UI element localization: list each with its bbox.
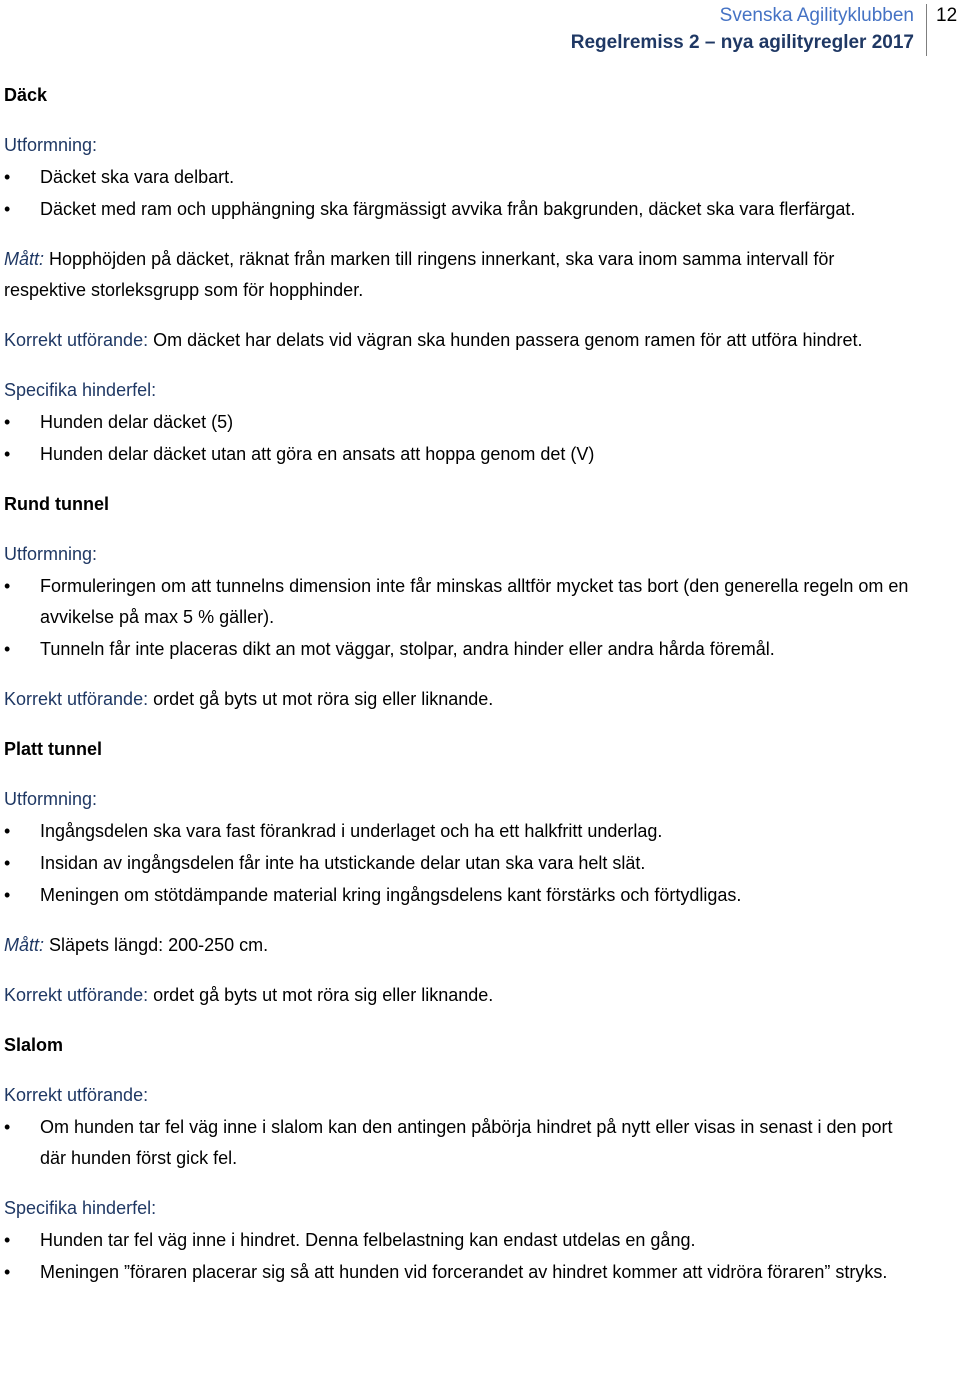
section-heading-slalom: Slalom <box>4 1035 64 1055</box>
korrekt-text: Om däcket har delats vid vägran ska hunden passera genom ramen för att utföra hindret. <box>148 330 863 350</box>
list-item: • Meningen om stötdämpande material kring ingångsdelens kant förstärks och förtydligas. <box>4 880 919 911</box>
header-document-title: Regelremiss 2 – nya agilityregler 2017 <box>570 32 914 53</box>
page-header <box>0 0 960 60</box>
platt-korrekt-paragraph <box>4 980 919 1011</box>
korrekt-text: ordet gå byts ut mot röra sig eller liknande. <box>148 985 494 1005</box>
section-heading-platt-tunnel: Platt tunnel <box>4 739 102 759</box>
platt-utformning-list <box>4 816 919 911</box>
dack-matt-paragraph <box>4 244 919 306</box>
dack-korrekt-paragraph <box>4 325 919 356</box>
slalom-specifika-list <box>4 1225 919 1288</box>
list-item: • Insidan av ingångsdelen får inte ha utstickande delar utan ska vara helt slät. <box>4 848 919 879</box>
korrekt-label: Korrekt utförande: <box>4 689 149 709</box>
platt-matt-paragraph <box>4 930 919 961</box>
utformning-label: Utformning: <box>4 789 98 809</box>
matt-label: Mått: <box>4 249 45 269</box>
header-organization: Svenska Agilityklubben <box>719 5 914 26</box>
section-heading-dack: Däck <box>4 85 48 105</box>
korrekt-label: Korrekt utförande: <box>4 330 149 350</box>
list-item: • Formuleringen om att tunnelns dimension inte får minskas alltför mycket tas bort (den generella regeln om en avvikelse på max 5 % gäller). <box>4 571 919 633</box>
section-heading-rund-tunnel: Rund tunnel <box>4 494 109 514</box>
rund-utformning-list <box>4 571 919 665</box>
rund-korrekt-paragraph <box>4 684 919 715</box>
dack-utformning-list <box>4 162 919 225</box>
list-item: • Tunneln får inte placeras dikt an mot väggar, stolpar, andra hinder eller andra hårda föremål. <box>4 634 919 665</box>
utformning-label: Utformning: <box>4 544 98 564</box>
matt-label: Mått: <box>4 935 45 955</box>
list-item: • Om hunden tar fel väg inne i slalom kan den antingen påbörja hindret på nytt eller visas in senast i den port där hunden först gick fel. <box>4 1112 919 1174</box>
list-item: • Hunden delar däcket utan att göra en ansats att hoppa genom det (V) <box>4 439 919 470</box>
specifika-label: Specifika hinderfel: <box>4 1198 157 1218</box>
list-item: • Meningen ”föraren placerar sig så att hunden vid forcerandet av hindret kommer att vidröra föraren” stryks. <box>4 1257 919 1288</box>
list-item: • Däcket med ram och upphängning ska färgmässigt avvika från bakgrunden, däcket ska vara flerfärgat. <box>4 194 919 225</box>
matt-text: Hopphöjden på däcket, räknat från marken till ringens innerkant, ska vara inom samma intervall för respektive storleksgrupp som för hopphinder. <box>4 249 835 300</box>
page-number: 12 <box>936 5 958 26</box>
list-item: • Ingångsdelen ska vara fast förankrad i underlaget och ha ett halkfritt underlag. <box>4 816 919 847</box>
specifika-label: Specifika hinderfel: <box>4 380 157 400</box>
document-body <box>4 80 919 1307</box>
matt-text: Släpets längd: 200-250 cm. <box>44 935 269 955</box>
list-item: • Hunden delar däcket (5) <box>4 407 919 438</box>
korrekt-label: Korrekt utförande: <box>4 1085 149 1105</box>
slalom-korrekt-list <box>4 1112 919 1174</box>
header-divider <box>926 4 927 56</box>
list-item: • Hunden tar fel väg inne i hindret. Denna felbelastning kan endast utdelas en gång. <box>4 1225 919 1256</box>
utformning-label: Utformning: <box>4 135 98 155</box>
dack-specifika-list <box>4 407 919 470</box>
korrekt-label: Korrekt utförande: <box>4 985 149 1005</box>
list-item: • Däcket ska vara delbart. <box>4 162 919 193</box>
korrekt-text: ordet gå byts ut mot röra sig eller liknande. <box>148 689 494 709</box>
